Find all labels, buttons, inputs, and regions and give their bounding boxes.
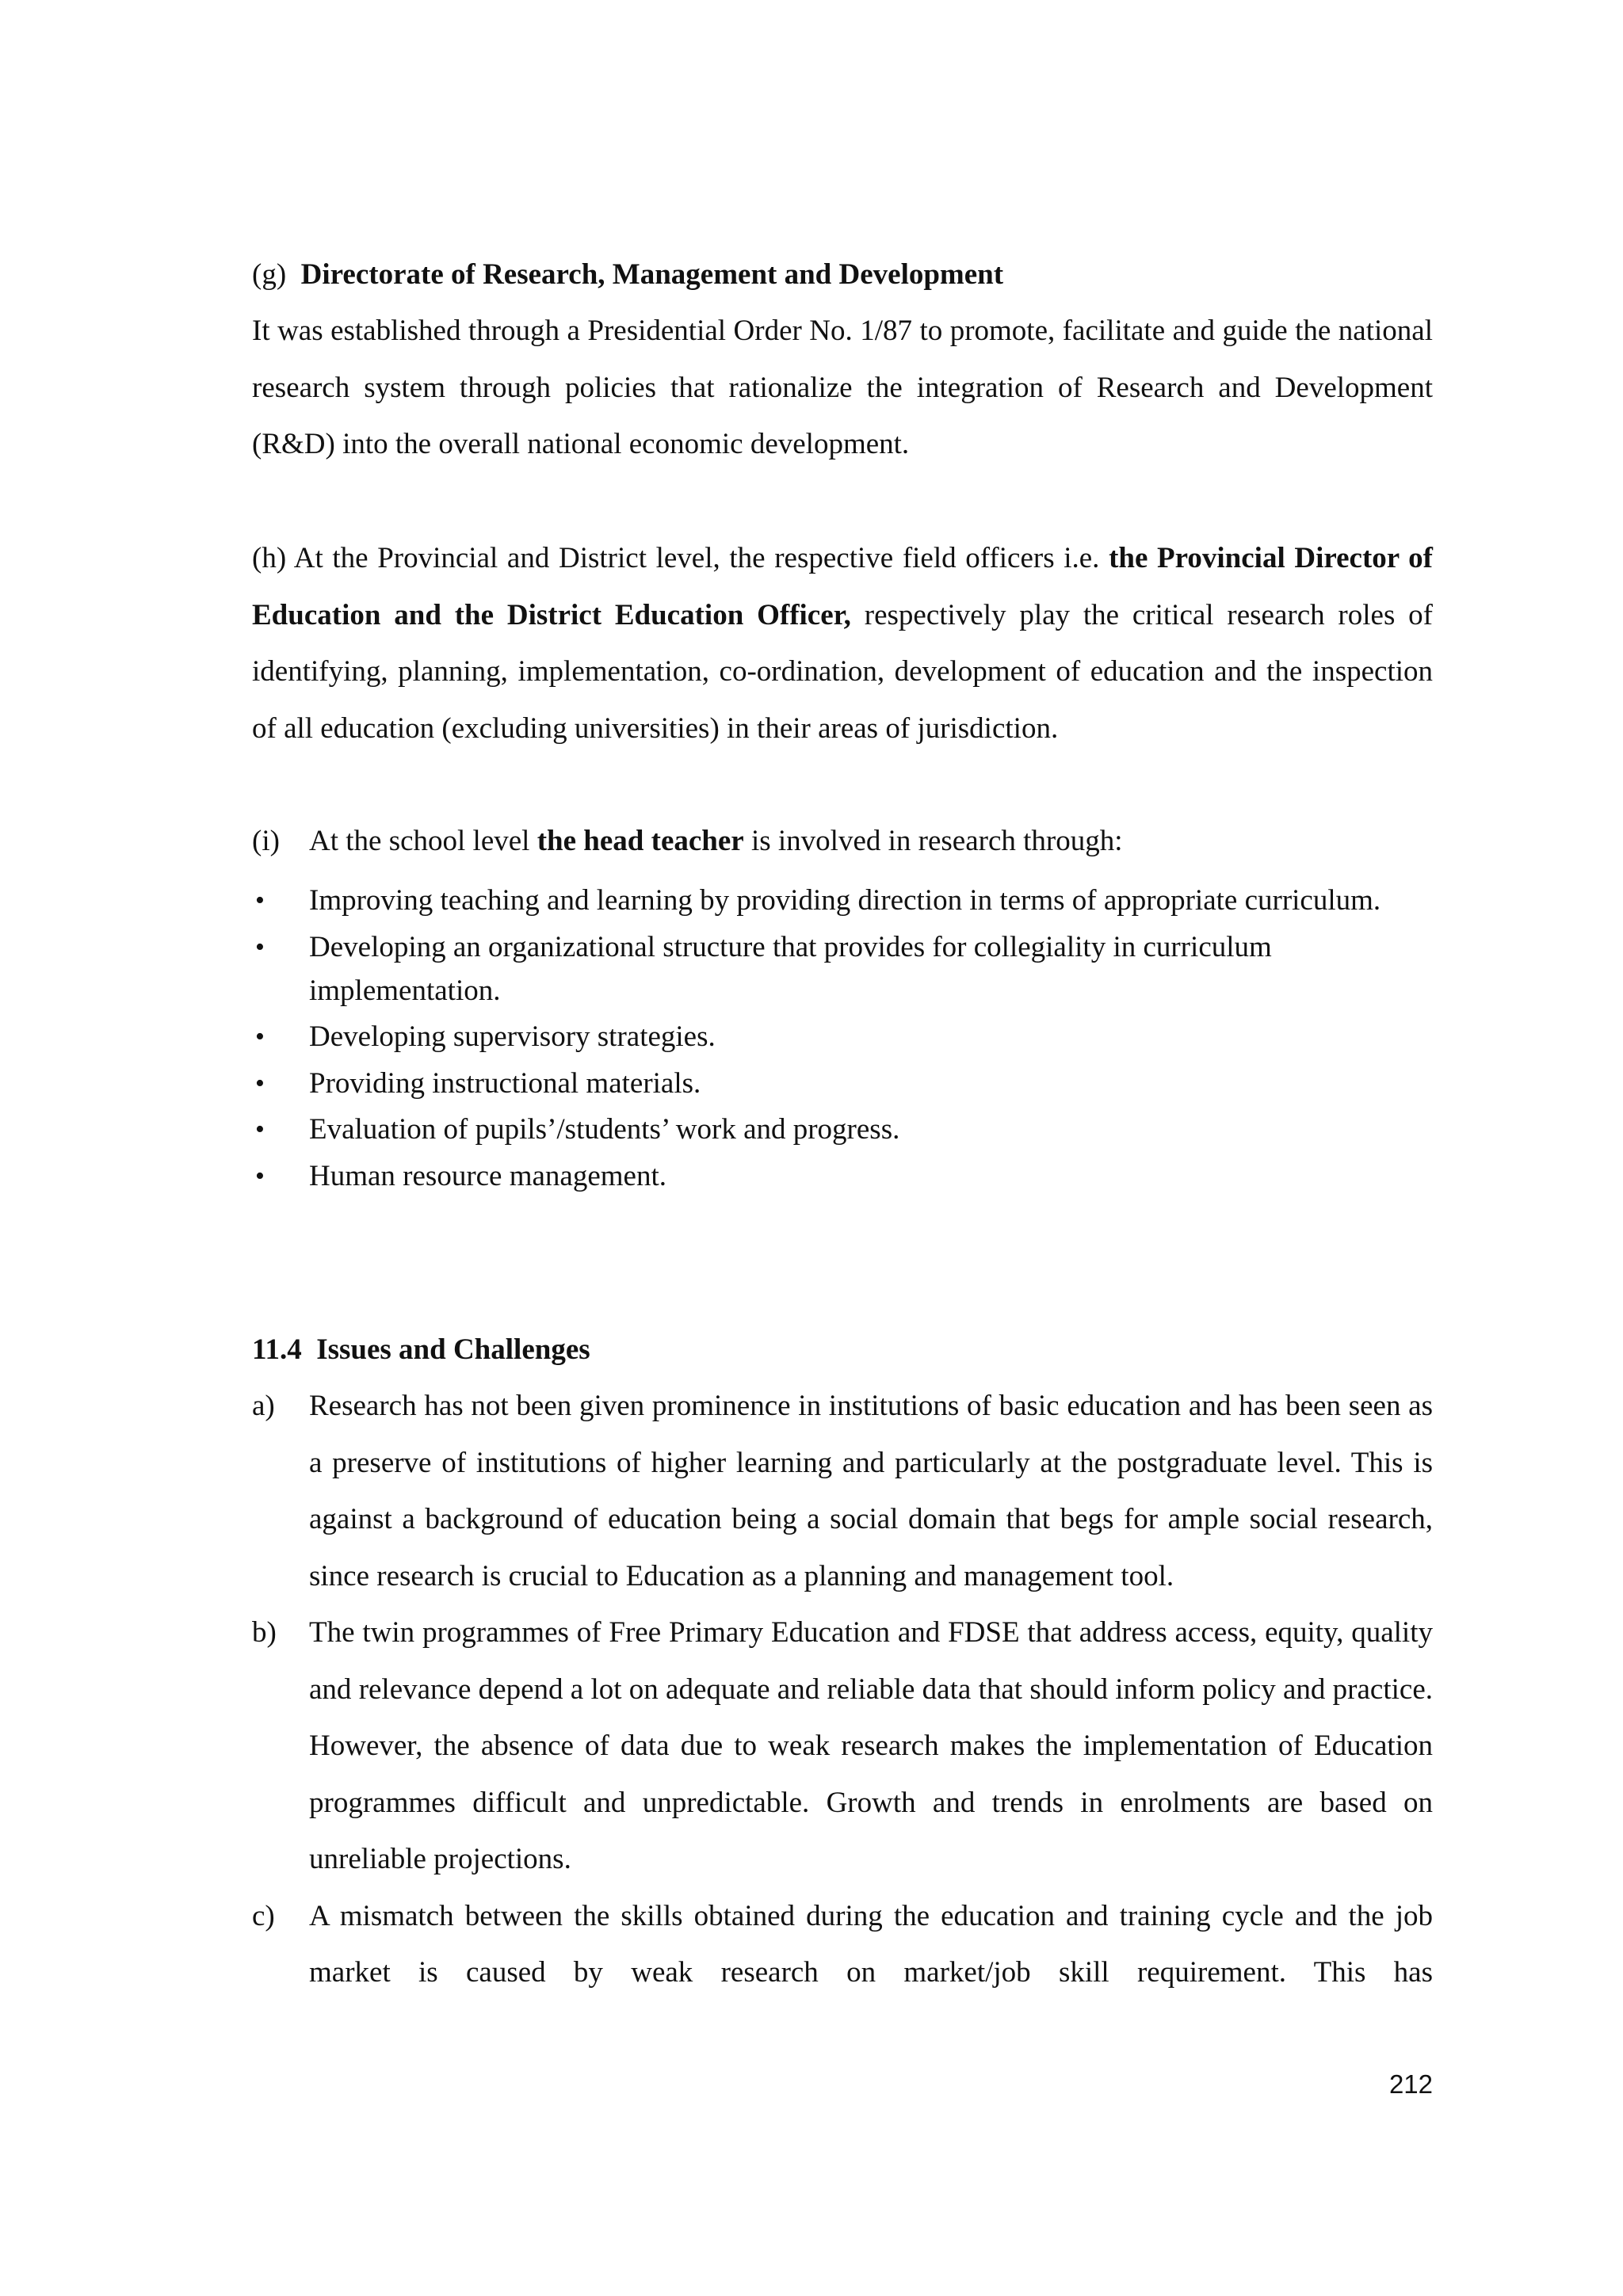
section-11-4-heading: 11.4 Issues and Challenges xyxy=(252,1333,590,1366)
bullet-icon: • xyxy=(255,1068,265,1098)
item-c-marker: c) xyxy=(252,1899,275,1932)
bullet-icon: • xyxy=(255,1115,265,1144)
section-h-paragraph xyxy=(252,530,1433,757)
list-item: • Developing supervisory strategies. xyxy=(252,1015,1433,1058)
section-i-marker: (i) xyxy=(252,825,280,857)
bullet-icon: • xyxy=(255,1022,265,1051)
page-number: 212 xyxy=(1388,2069,1433,2099)
list-item xyxy=(252,1378,1433,1604)
bullet-icon: • xyxy=(255,1161,265,1191)
section-g-body: It was established through a Presidential Order No. 1/87 to promote, facilitate and guide the national research system through policies that rationalize the integration of Research and Development (R&D) into the overall national economic development. xyxy=(252,315,1433,460)
list-item xyxy=(252,1604,1433,1888)
issues-list xyxy=(252,1378,1433,2001)
section-i-bold: the head teacher xyxy=(537,825,744,857)
list-item: • Improving teaching and learning by providing direction in terms of appropriate curriculum. xyxy=(252,879,1433,922)
section-g-heading: Directorate of Research, Management and Development xyxy=(300,258,1004,291)
head-teacher-bullet-list xyxy=(252,879,1433,1200)
list-item: • Providing instructional materials. xyxy=(252,1062,1433,1105)
list-item: • Developing an organizational structure that provides for collegiality in curriculum implementation. xyxy=(252,925,1433,1013)
item-b-marker: b) xyxy=(252,1616,277,1649)
item-a-marker: a) xyxy=(252,1390,275,1422)
section-h-text-2: respectively play the critical research roles of identifying, planning, implementation, co-ordination, development of education and the inspection of all education (excluding universities) in their areas of jurisdiction. xyxy=(252,598,1433,745)
section-i-paragraph xyxy=(252,813,1433,870)
section-h-bold: the Provincial Director of Education and the District Education Officer, xyxy=(252,542,1433,631)
list-item xyxy=(252,1888,1433,2001)
section-i-text-1: At the school level xyxy=(309,825,537,857)
list-item: • Evaluation of pupils’/students’ work and progress. xyxy=(252,1108,1433,1151)
bullet-icon: • xyxy=(255,932,265,962)
section-i-row xyxy=(252,813,1433,870)
list-item: • Human resource management. xyxy=(252,1154,1433,1198)
section-g-marker: (g) xyxy=(252,258,287,291)
bullet-icon: • xyxy=(255,886,265,915)
item-c-text: A mismatch between the skills obtained during the education and training cycle and the job market is caused by weak research on market/job skill requirement. This has xyxy=(309,1899,1433,1989)
item-a-text: Research has not been given prominence in institutions of basic education and has been seen as a preserve of institutions of higher learning and particularly at the postgraduate level. This is against a background of education being a social domain that begs for ample social research, since research is crucial to Education as a planning and management tool. xyxy=(309,1390,1433,1592)
section-g-heading-row xyxy=(252,246,1433,303)
section-h-text-1: (h) At the Provincial and District level, the respective field officers i.e. xyxy=(252,542,1109,574)
item-b-text: The twin programmes of Free Primary Education and FDSE that address access, equity, quality and relevance depend a lot on adequate and reliable data that should inform policy and practice. However, the absence of data due to weak research makes the implementation of Education programmes difficult and unpredictable. Growth and trends in enrolments are based on unreliable projections. xyxy=(309,1616,1433,1875)
section-i-text-2: is involved in research through: xyxy=(743,825,1123,857)
